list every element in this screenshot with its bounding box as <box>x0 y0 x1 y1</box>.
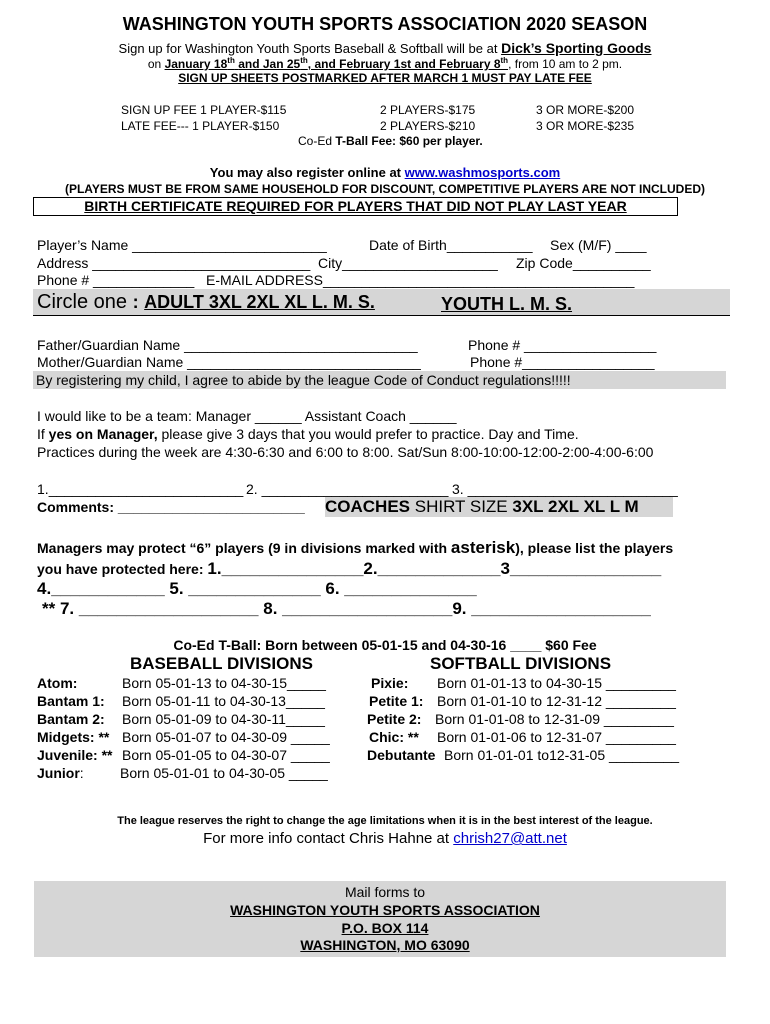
baseball-row-junior[interactable]: Junior: Born 05-01-01 to 04-30-05 _____ <box>37 765 328 781</box>
contact-email-link[interactable]: chrish27@att.net <box>453 830 567 847</box>
mail-to-label: Mail forms to <box>344 884 426 900</box>
city-field[interactable]: City____________________ <box>318 255 498 271</box>
comments-field[interactable]: Comments: ________________________ <box>37 499 305 515</box>
store-name: Dick’s Sporting Goods <box>501 40 652 56</box>
softball-list <box>367 675 707 765</box>
protect-line-3[interactable]: ** 7. ___________________ 8. __________________9. ___________________ <box>42 599 651 618</box>
youth-sizes[interactable]: YOUTH L. M. S. <box>441 294 573 314</box>
signup-prefix: Sign up for Washington Youth Sports Baseball & Softball will be at <box>118 41 498 56</box>
mother-field[interactable]: Mother/Guardian Name ______________________________ <box>37 354 421 370</box>
online-registration: You may also register online at www.washmosports.com <box>209 165 561 180</box>
late-fee-1: LATE FEE--- 1 PLAYER-$150 <box>121 119 280 133</box>
baseball-row-juvenile[interactable]: Juvenile: ** Born 05-01-05 to 04-30-07 _____ <box>37 747 330 763</box>
signup-fee-1: SIGN UP FEE 1 PLAYER-$115 <box>121 103 287 117</box>
email-field[interactable]: E-MAIL ADDRESS________________________________________ <box>206 272 635 288</box>
mail-org: WASHINGTON YOUTH SPORTS ASSOCIATION <box>230 902 540 918</box>
day-choice-1[interactable]: 1._________________________ <box>37 481 244 497</box>
softball-row-chic[interactable]: Chic: ** Born 01-01-06 to 12-31-07 _________ <box>369 729 676 745</box>
day-choice-3[interactable]: 3. ___________________________ <box>452 481 678 497</box>
father-field[interactable]: Father/Guardian Name ______________________________ <box>37 337 418 353</box>
tball-fee: Co-Ed T-Ball Fee: $60 per player. <box>298 134 483 148</box>
late-fee-2: 2 PLAYERS-$210 <box>380 119 476 133</box>
softball-row-pixie[interactable]: Pixie: Born 01-01-13 to 04-30-15 _________ <box>371 675 676 691</box>
mother-phone-field[interactable]: Phone #_________________ <box>470 354 655 370</box>
age-limit-disclaimer: The league reserves the right to change the age limitations when it is in the best interest of the league. <box>117 815 653 827</box>
date-jan18: January 18th and Jan 25th, and February 1st and February 8th <box>164 56 509 71</box>
dob-field[interactable]: Date of Birth___________ <box>369 237 533 253</box>
baseball-title: BASEBALL DIVISIONS <box>130 654 313 673</box>
discount-note: (PLAYERS MUST BE FROM SAME HOUSEHOLD FOR DISCOUNT, COMPETITIVE PLAYERS ARE NOT INCLUDED) <box>64 182 706 196</box>
baseball-row-bantam2[interactable]: Bantam 2: Born 05-01-09 to 04-30-11_____ <box>37 711 325 727</box>
father-phone-field[interactable]: Phone # _________________ <box>468 337 657 353</box>
baseball-row-bantam1[interactable]: Bantam 1: Born 05-01-11 to 04-30-13_____ <box>37 693 325 709</box>
protect-instructions: Managers may protect “6” players (9 in divisions marked with asterisk), please list the players <box>37 538 674 557</box>
signup-dates <box>0 56 770 71</box>
practice-times: Practices during the week are 4:30-6:30 and 6:00 to 8:00. Sat/Sun 8:00-10:00-12:00-2:00-4:00-6:00 <box>37 444 654 460</box>
contact-info: For more info contact Chris Hahne at chrish27@att.net <box>203 830 567 847</box>
baseball-row-atom[interactable]: Atom: Born 05-01-13 to 04-30-15_____ <box>37 675 326 691</box>
mail-city: WASHINGTON, MO 63090 <box>300 937 470 953</box>
phone-field[interactable]: Phone # _____________ <box>37 272 195 288</box>
volunteer-line[interactable]: I would like to be a team: Manager ______ Assistant Coach ______ <box>37 408 457 424</box>
shirt-size-selector[interactable]: Circle one : ADULT 3XL 2XL XL L. M. S. <box>37 291 375 313</box>
signup-fee-3: 3 OR MORE-$200 <box>536 103 635 117</box>
dates-on: on <box>147 57 162 71</box>
dates-time: , from 10 am to 2 pm. <box>508 57 623 71</box>
day-choice-2[interactable]: 2. ________________________ <box>246 481 449 497</box>
late-fee-3: 3 OR MORE-$235 <box>536 119 635 133</box>
website-link[interactable]: www.washmosports.com <box>404 165 561 180</box>
mail-box: P.O. BOX 114 <box>341 920 429 936</box>
page-title: WASHINGTON YOUTH SPORTS ASSOCIATION 2020 SEASON <box>122 14 648 34</box>
birth-cert-box <box>33 197 678 216</box>
late-notice: SIGN UP SHEETS POSTMARKED AFTER MARCH 1 MUST PAY LATE FEE <box>178 71 592 85</box>
baseball-row-midgets[interactable]: Midgets: ** Born 05-01-07 to 04-30-09 _____ <box>37 729 330 745</box>
signup-location <box>0 40 770 56</box>
coach-shirt-size[interactable]: COACHES SHIRT SIZE 3XL 2XL XL L M <box>325 497 639 516</box>
signup-fee-2: 2 PLAYERS-$175 <box>380 103 476 117</box>
address-field[interactable]: Address ____________________________ <box>37 255 311 271</box>
sex-field[interactable]: Sex (M/F) ____ <box>550 237 647 253</box>
manager-days-note: If yes on Manager, please give 3 days that you would prefer to practice. Day and Time. <box>37 426 579 442</box>
circle-one-label: Circle one <box>37 291 128 313</box>
protect-line-1[interactable]: you have protected here: 1._______________2._____________3________________ <box>37 559 662 578</box>
adult-sizes[interactable]: ADULT 3XL 2XL XL L. M. S. <box>144 292 375 312</box>
tball-division[interactable]: Co-Ed T-Ball: Born between 05-01-15 and 04-30-16 ____ $60 Fee <box>173 637 597 653</box>
baseball-list <box>37 675 357 783</box>
softball-title: SOFTBALL DIVISIONS <box>430 654 612 673</box>
protect-line-2[interactable]: 4.____________ 5. ______________ 6. ______________ <box>37 579 477 598</box>
zip-field[interactable]: Zip Code__________ <box>516 255 651 271</box>
softball-row-debutante[interactable]: Debutante Born 01-01-01 to12-31-05 _________ <box>367 747 680 763</box>
softball-row-petite1[interactable]: Petite 1: Born 01-01-10 to 12-31-12 _________ <box>369 693 676 709</box>
player-name-field[interactable]: Player’s Name _________________________ <box>37 237 327 253</box>
softball-row-petite2[interactable]: Petite 2: Born 01-01-08 to 12-31-09 _________ <box>367 711 674 727</box>
birth-cert-text: BIRTH CERTIFICATE REQUIRED FOR PLAYERS THAT DID NOT PLAY LAST YEAR <box>84 198 627 214</box>
code-of-conduct: By registering my child, I agree to abide by the league Code of Conduct regulations!!!!! <box>33 371 726 389</box>
